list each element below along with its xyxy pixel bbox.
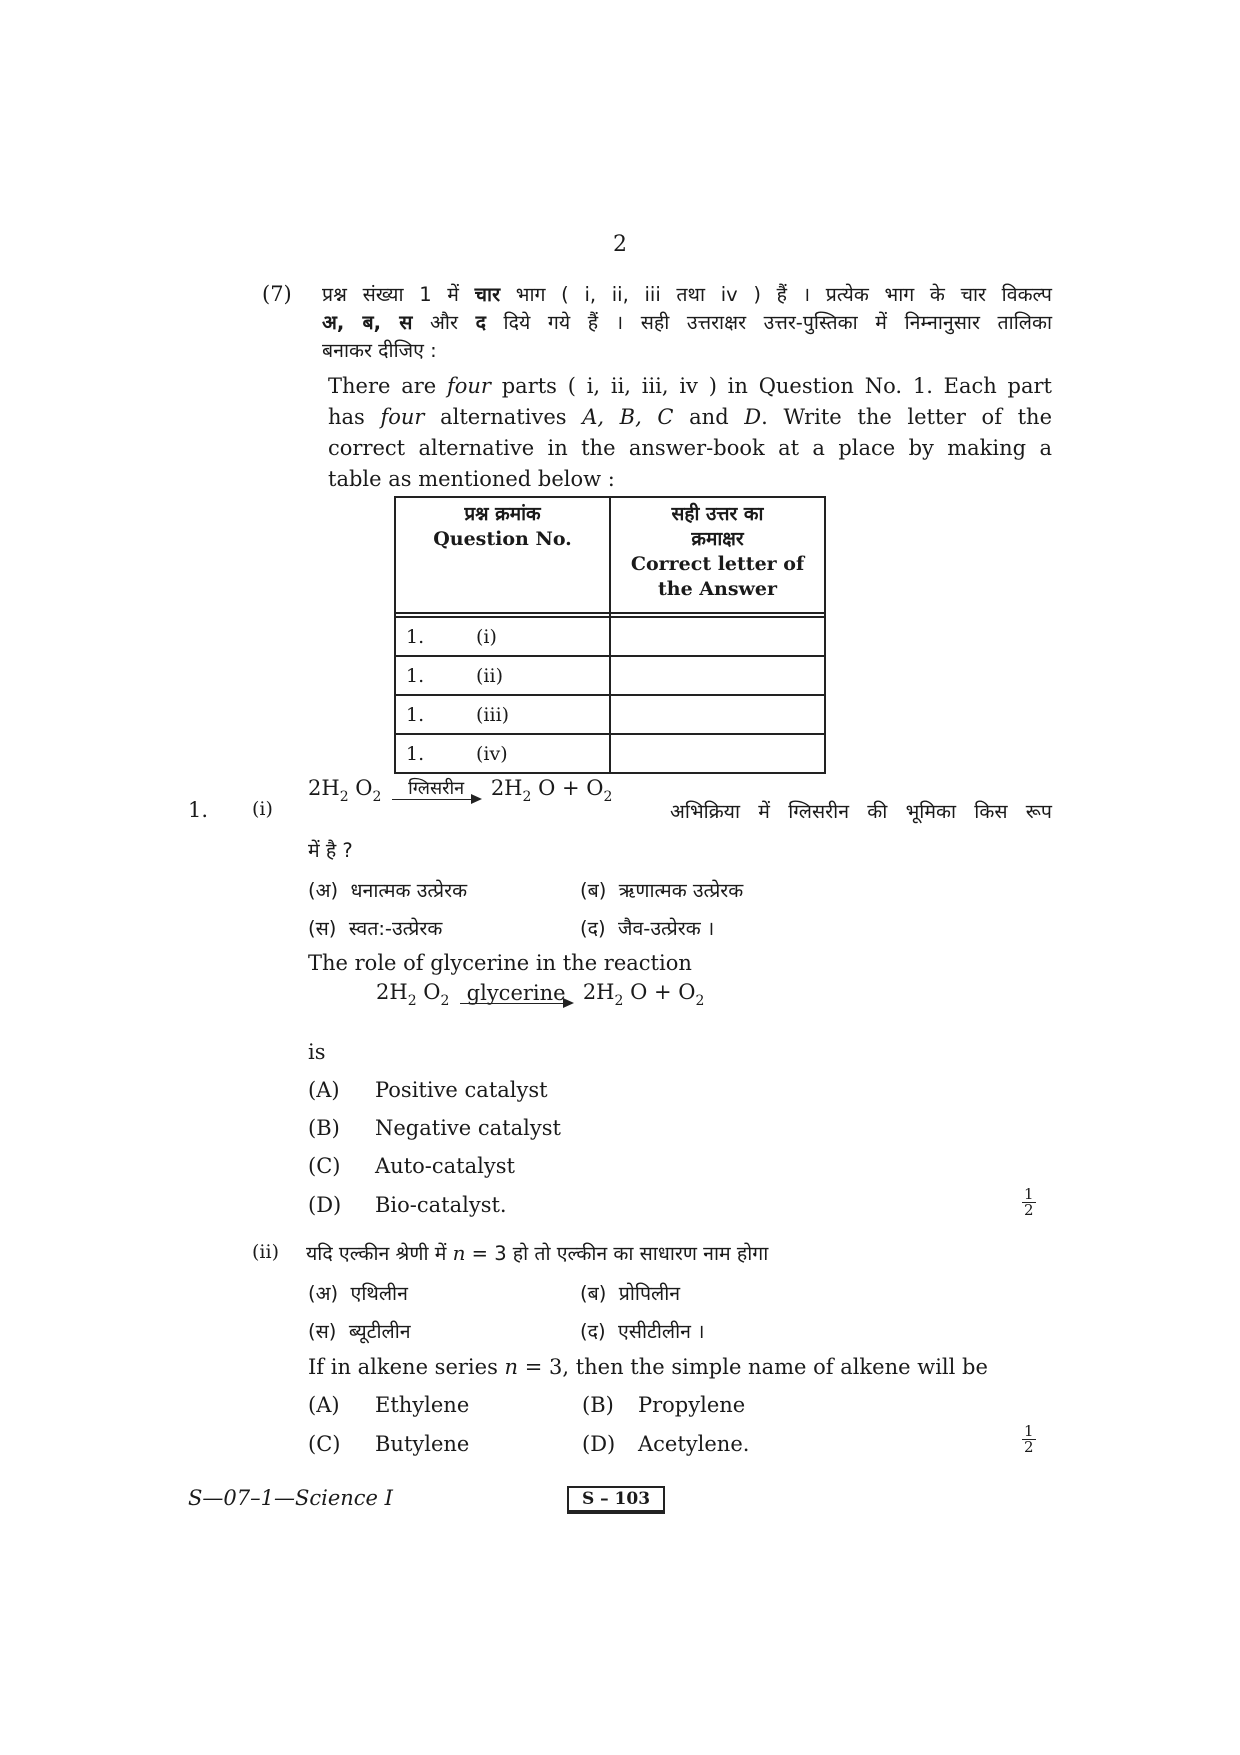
option-en-a: (A) — [308, 1393, 340, 1417]
part-ii-label: (ii) — [252, 1241, 279, 1263]
instruction-hindi-line-1: प्रश्न संख्या 1 में चार भाग ( i, ii, iii तथा iv ) हैं । प्रत्येक भाग के चार विकल्प — [322, 283, 1052, 306]
option-en-c: (C) — [308, 1154, 341, 1178]
option-en-c-text: Butylene — [375, 1432, 470, 1456]
instruction-number: (7) — [262, 282, 292, 306]
paper-code: S—07–1—Science I — [188, 1486, 393, 1510]
option-hi-c: (स) स्वत:-उत्प्रेरक — [308, 917, 443, 940]
answer-cell — [610, 617, 825, 656]
option-hi-b: (ब) ऋणात्मक उत्प्रेरक — [580, 879, 744, 902]
option-hi-d: (द) एसीटीलीन । — [580, 1320, 705, 1343]
option-en-d-text: Acetylene. — [638, 1432, 750, 1456]
question-cell: 1. (iii) — [395, 695, 610, 734]
instruction-english-line-1: There are four parts ( i, ii, iii, iv ) in Question No. 1. Each part — [328, 374, 1052, 398]
part-ii-hindi-question: यदि एल्कीन श्रेणी में n = 3 हो तो एल्कीन का साधारण नाम होगा — [306, 1241, 769, 1265]
question-cell: 1. (iv) — [395, 734, 610, 773]
option-en-c-text: Auto-catalyst — [375, 1154, 515, 1178]
answer-cell — [610, 695, 825, 734]
option-en-d: (D) — [582, 1432, 616, 1456]
reaction-arrow: glycerine — [460, 983, 572, 1004]
marks-part-ii: $\frac{1}{2}$ — [1024, 1422, 1034, 1456]
option-hi-a: (अ) धनात्मक उत्प्रेरक — [308, 879, 468, 902]
answer-cell — [610, 734, 825, 773]
part-ii-english-question: If in alkene series n = 3, then the simple name of alkene will be — [308, 1355, 988, 1379]
instruction-english-line-3: correct alternative in the answer-book at a place by making a — [328, 436, 1052, 460]
option-en-b-text: Propylene — [638, 1393, 746, 1417]
part-i-hindi-question-line-2: में है ? — [308, 839, 353, 862]
question-cell: 1. (i) — [395, 617, 610, 656]
option-hi-d: (द) जैव-उत्प्रेरक । — [580, 917, 715, 940]
table-row — [395, 617, 825, 656]
header-correct-letter: सही उत्तर का क्रमाक्षर Correct letter of the Answer — [610, 497, 825, 613]
marks-part-i: $\frac{1}{2}$ — [1024, 1185, 1034, 1219]
reaction-hindi: $2H_2$ $O_2$ ग्लिसरीन $2H_2$ $O + O_2$ — [308, 776, 613, 805]
option-en-b-text: Negative catalyst — [375, 1116, 561, 1140]
instruction-english-line-4: table as mentioned below : — [328, 467, 615, 491]
option-en-c: (C) — [308, 1432, 341, 1456]
option-en-a-text: Ethylene — [375, 1393, 470, 1417]
option-hi-c: (स) ब्यूटीलीन — [308, 1320, 411, 1343]
option-en-a-text: Positive catalyst — [375, 1078, 548, 1102]
question-cell: 1. (ii) — [395, 656, 610, 695]
page-number: 2 — [613, 232, 627, 257]
option-en-a: (A) — [308, 1078, 340, 1102]
reaction-arrow: ग्लिसरीन — [392, 779, 480, 800]
table-header-row — [395, 497, 825, 613]
table-row — [395, 656, 825, 695]
option-en-b: (B) — [308, 1116, 340, 1140]
instruction-hindi-line-2: अ, ब, स और द दिये गये हैं । सही उत्तराक्षर उत्तर-पुस्तिका में निम्नानुसार तालिका — [322, 311, 1052, 334]
header-question-no: प्रश्न क्रमांक Question No. — [395, 497, 610, 613]
reaction-english: $2H_2$ $O_2$ glycerine $2H_2$ $O + O_2$ — [376, 980, 705, 1009]
part-i-label: (i) — [252, 798, 273, 820]
instruction-hindi-line-3: बनाकर दीजिए : — [322, 339, 437, 362]
table-row — [395, 734, 825, 773]
option-hi-a: (अ) एथिलीन — [308, 1282, 408, 1305]
option-en-d-text: Bio-catalyst. — [375, 1193, 507, 1217]
part-i-english-is: is — [308, 1040, 326, 1064]
question-number: 1. — [188, 798, 209, 822]
option-hi-b: (ब) प्रोपिलीन — [580, 1282, 681, 1305]
answer-cell — [610, 656, 825, 695]
part-i-hindi-question: अभिक्रिया में ग्लिसरीन की भूमिका किस रूप — [670, 800, 1052, 823]
answer-format-table — [394, 496, 826, 774]
paper-series-badge: S – 103 — [567, 1486, 665, 1514]
table-row — [395, 695, 825, 734]
option-en-b: (B) — [582, 1393, 614, 1417]
option-en-d: (D) — [308, 1193, 342, 1217]
instruction-english-line-2: has four alternatives A, B, C and D. Write the letter of the — [328, 405, 1053, 429]
part-i-english-question: The role of glycerine in the reaction — [308, 951, 692, 975]
